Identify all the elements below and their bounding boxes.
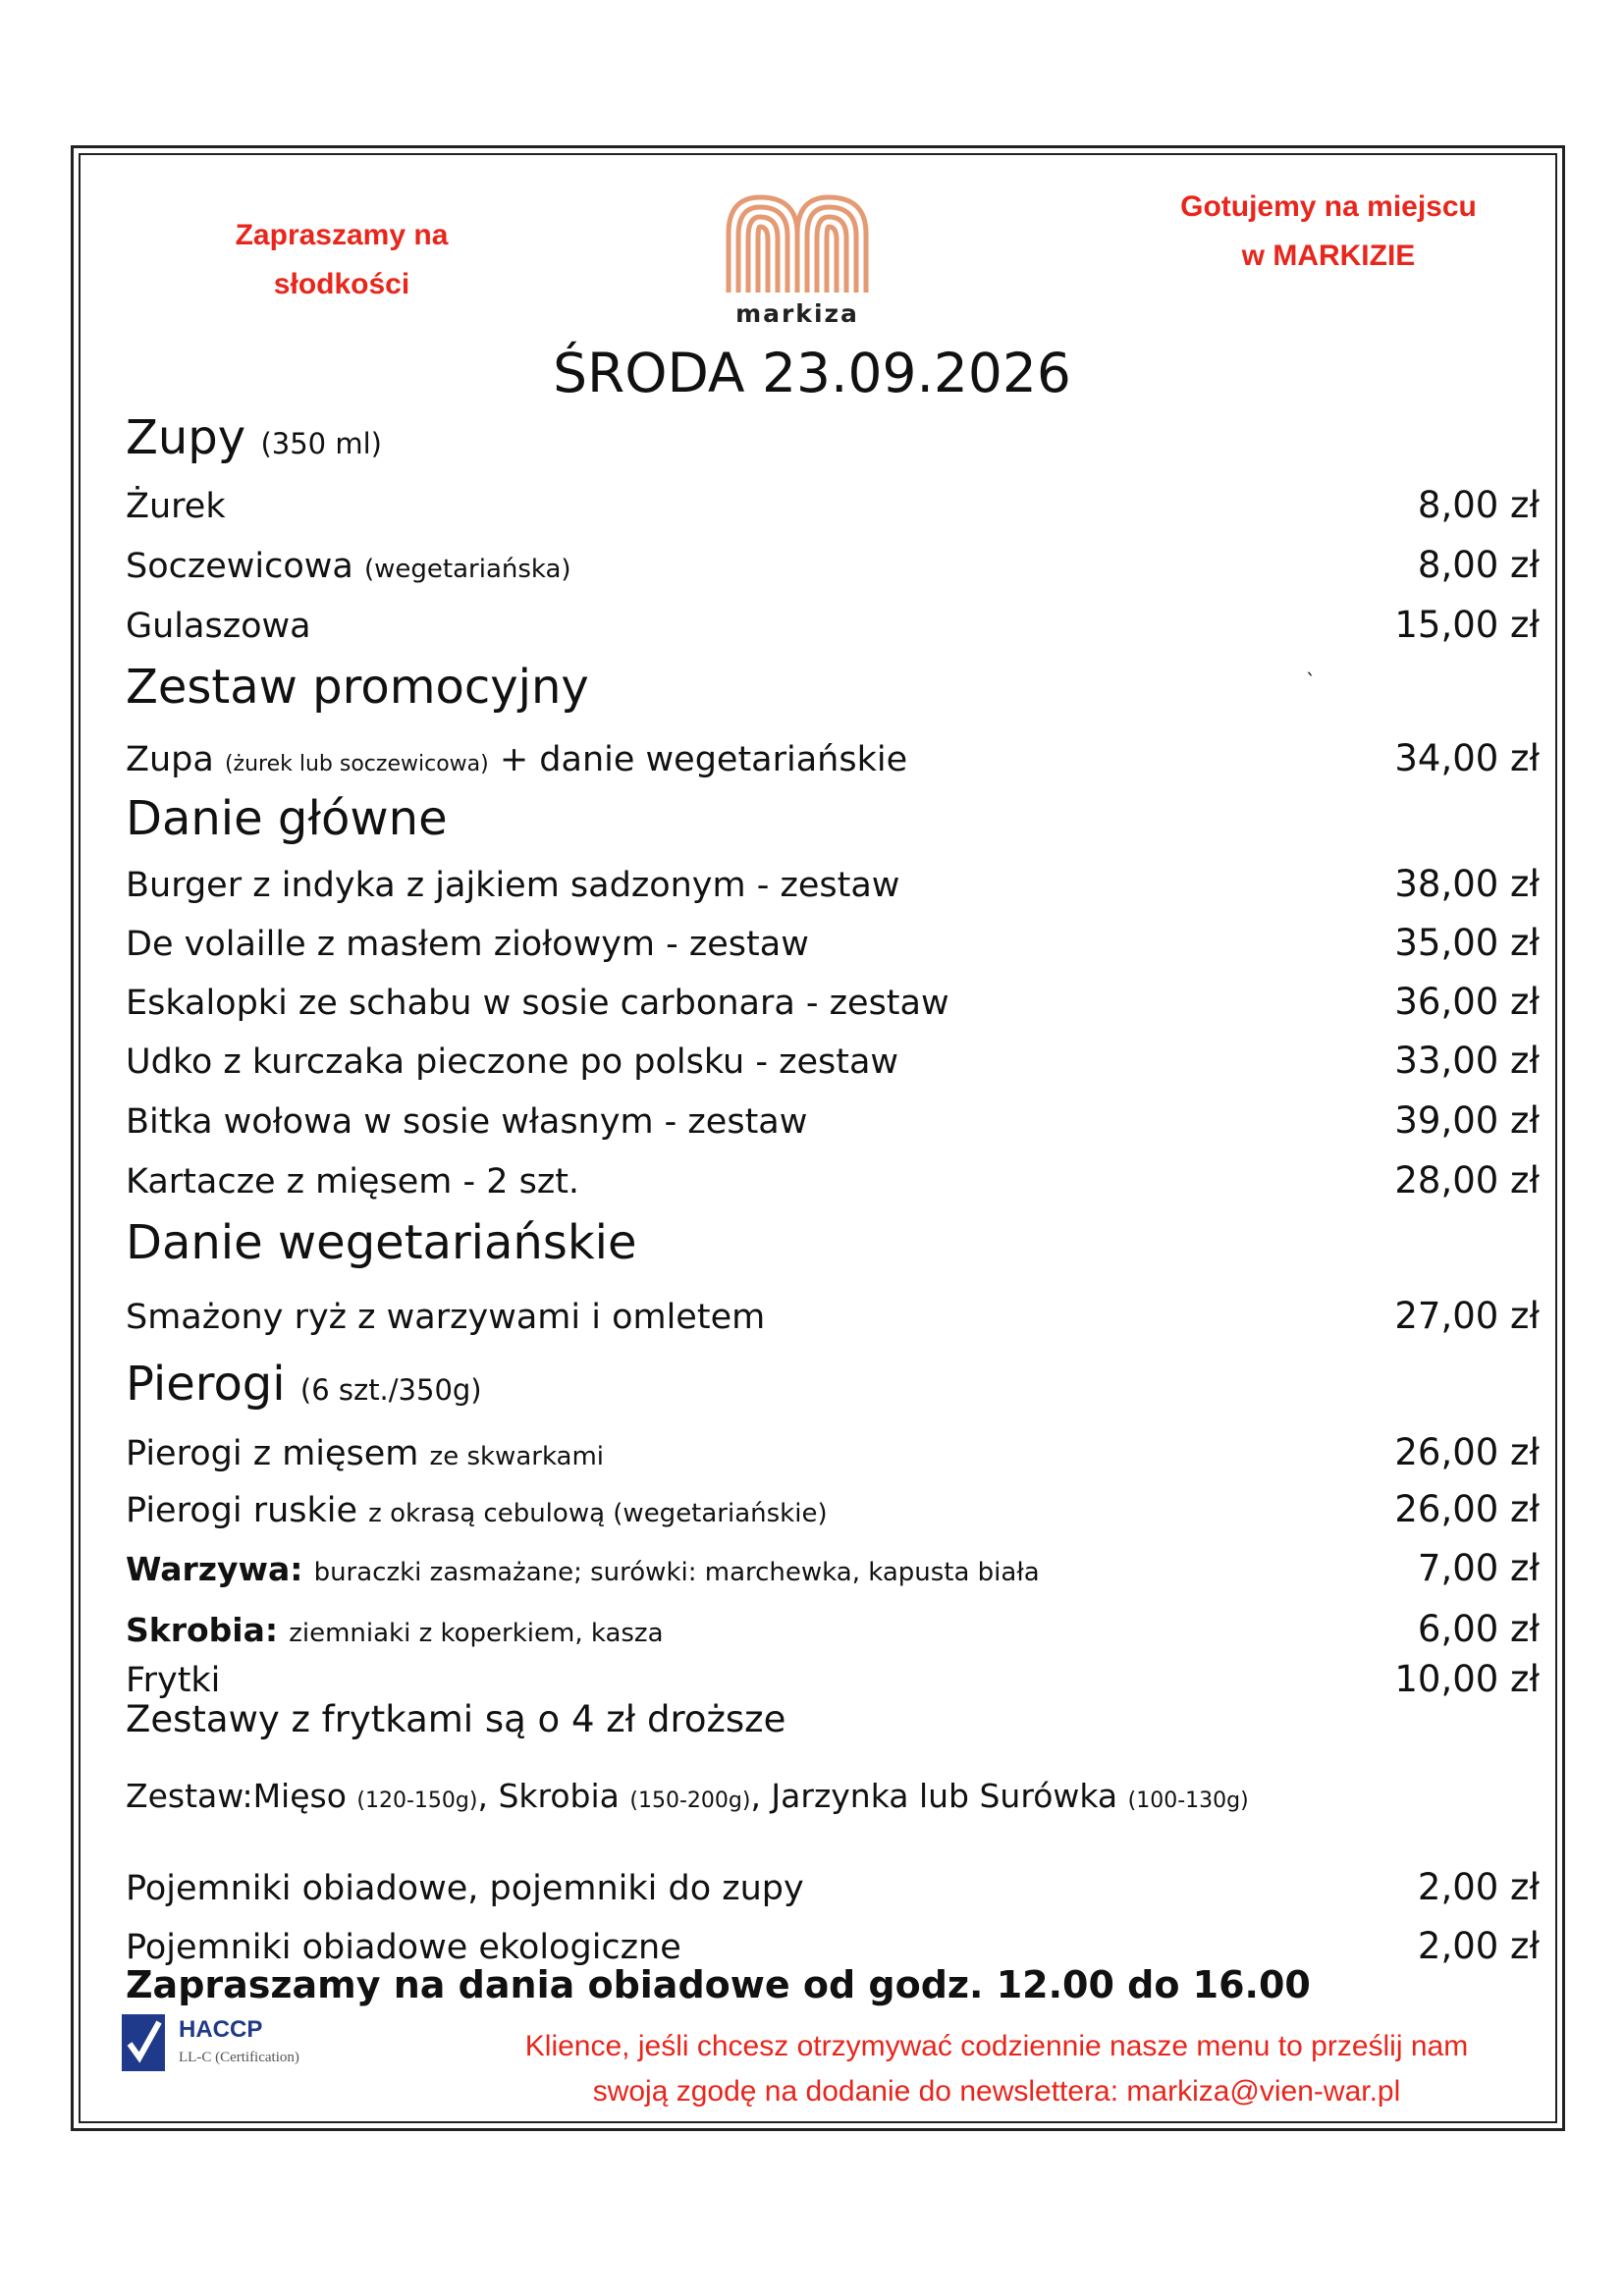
zestaw-weight-2: (150-200g) [629,1789,751,1813]
haccp-badge [122,2014,328,2075]
menu-item-frytki [126,1645,1540,1700]
item-name: Pojemniki obiadowe ekologiczne [126,1928,681,1967]
item-name: Smażony ryż z warzywami i omletem [126,1298,766,1337]
section-zestaw: Zestaw promocyjny [126,660,589,715]
item-price: 2,00 zł [1417,1925,1540,1967]
item-price: 33,00 zł [1394,1040,1540,1082]
item-name: Bitka wołowa w sosie własnym - zestaw [126,1102,808,1142]
zestaw-weight-3: (100-130g) [1127,1789,1249,1813]
haccp-check-icon [122,2014,165,2071]
section-pierogi-title: Pierogi [126,1357,286,1412]
item-price: 28,00 zł [1394,1159,1540,1201]
haccp-subtitle: LL-C (Certification) [179,2050,299,2065]
cooking-note-line1: Gotujemy na miejscu [1180,190,1477,223]
item-note: buraczki zasmażane; surówki: marchewka, kapusta biała [313,1558,1040,1587]
item-note: z okrasą cebulową (wegetariańskie) [368,1499,828,1528]
menu-item-pierogi-mieso [126,1418,1540,1473]
item-name: Pojemniki obiadowe, pojemniki do zupy [126,1869,804,1908]
section-zupy [126,410,382,465]
sweets-invitation-line1: Zapraszamy na [235,219,449,251]
item-note: (wegetariańska) [364,555,571,584]
zestaw-part-3: , Jarzynka lub Surówka [750,1777,1118,1815]
item-name: Skrobia: [126,1611,279,1649]
section-pierogi [126,1357,482,1412]
frytki-info: Zestawy z frytkami są o 4 zł droższe [126,1698,786,1740]
item-price: 39,00 zł [1394,1099,1540,1142]
item-price: 26,00 zł [1394,1431,1540,1473]
markiza-logo [719,189,876,337]
menu-item-ryz [126,1282,1540,1337]
item-name: Warzywa: [126,1550,303,1588]
cooking-note-line2: w MARKIZIE [1241,240,1416,272]
item-price: 27,00 zł [1394,1295,1540,1337]
opening-hours: Zapraszamy na dania obiadowe od godz. 12.00 do 16.00 [126,1963,1311,2006]
packaging-item-1 [126,1853,1540,1908]
stray-mark: ` [1306,669,1316,693]
item-name: Soczewicowa [126,547,353,586]
item-name-b: + danie wegetariańskie [499,740,908,779]
item-price: 10,00 zł [1394,1658,1540,1700]
haccp-title: HACCP [179,2016,263,2043]
item-price: 15,00 zł [1394,604,1540,646]
item-price: 26,00 zł [1394,1488,1540,1530]
menu-item-zurek [126,471,1540,526]
newsletter-line1: Klience, jeśli chcesz otrzymywać codziennie nasze menu to prześlij nam [524,2030,1469,2062]
newsletter-info [432,2024,1561,2114]
section-pierogi-note: (6 szt./350g) [299,1373,482,1407]
zestaw-composition [126,1777,1249,1815]
section-zupy-title: Zupy [126,410,246,465]
packaging-item-2 [126,1912,1540,1967]
menu-item-pierogi-ruskie [126,1475,1540,1530]
item-note: (żurek lub soczewicowa) [224,752,489,776]
zestaw-part-2: , Skrobia [477,1777,620,1815]
menu-item-skrobia [126,1595,1540,1650]
item-price: 8,00 zł [1417,544,1540,586]
sweets-invitation [214,211,469,309]
logo-text: markiza [735,299,859,328]
menu-item-warzywa [126,1534,1540,1589]
item-price: 34,00 zł [1394,737,1540,779]
item-name: De volaille z masłem ziołowym - zestaw [126,925,809,964]
item-price: 2,00 zł [1417,1866,1540,1908]
item-name: Gulaszowa [126,607,311,646]
item-price: 8,00 zł [1417,484,1540,526]
day-title: ŚRODA 23.09.2026 [553,342,1071,404]
menu-item-devolaille [126,909,1540,964]
menu-item-soczewicowa [126,531,1540,586]
menu-item-gulaszowa [126,591,1540,646]
item-price: 35,00 zł [1394,922,1540,964]
menu-item-burger [126,850,1540,905]
section-zupy-note: (350 ml) [260,427,382,460]
item-price: 38,00 zł [1394,863,1540,905]
markiza-logo-mark [719,189,876,297]
item-name: Frytki [126,1661,221,1700]
section-danie-glowne: Danie główne [126,791,448,846]
menu-item-eskalopki [126,968,1540,1023]
zestaw-weight-1: (120-150g) [356,1789,478,1813]
section-danie-wege: Danie wegetariańskie [126,1215,637,1270]
newsletter-line2: swoją zgodę na dodanie do newslettera: markiza@vien-war.pl [592,2075,1401,2108]
menu-item-udko [126,1027,1540,1082]
item-price: 6,00 zł [1417,1608,1540,1650]
menu-item-bitka [126,1087,1540,1142]
menu-item-zestaw-promo [126,724,1540,779]
item-name: Eskalopki ze schabu w sosie carbonara - zestaw [126,984,949,1023]
menu-item-kartacze [126,1147,1540,1201]
zestaw-part-1: Zestaw:Mięso [126,1777,347,1815]
item-name: Kartacze z mięsem - 2 szt. [126,1162,580,1201]
cooking-note [1147,183,1510,281]
item-name: Pierogi ruskie [126,1491,358,1530]
sweets-invitation-line2: słodkości [273,268,410,300]
item-price: 36,00 zł [1394,981,1540,1023]
item-name: Pierogi z mięsem [126,1434,419,1473]
item-price: 7,00 zł [1417,1547,1540,1589]
item-name: Żurek [126,487,226,526]
item-note: ziemniaki z koperkiem, kasza [289,1619,664,1648]
item-name: Burger z indyka z jajkiem sadzonym - zestaw [126,866,900,905]
item-note: ze skwarkami [429,1442,605,1471]
item-name: Zupa [126,740,214,779]
item-name: Udko z kurczaka pieczone po polsku - zestaw [126,1042,899,1082]
